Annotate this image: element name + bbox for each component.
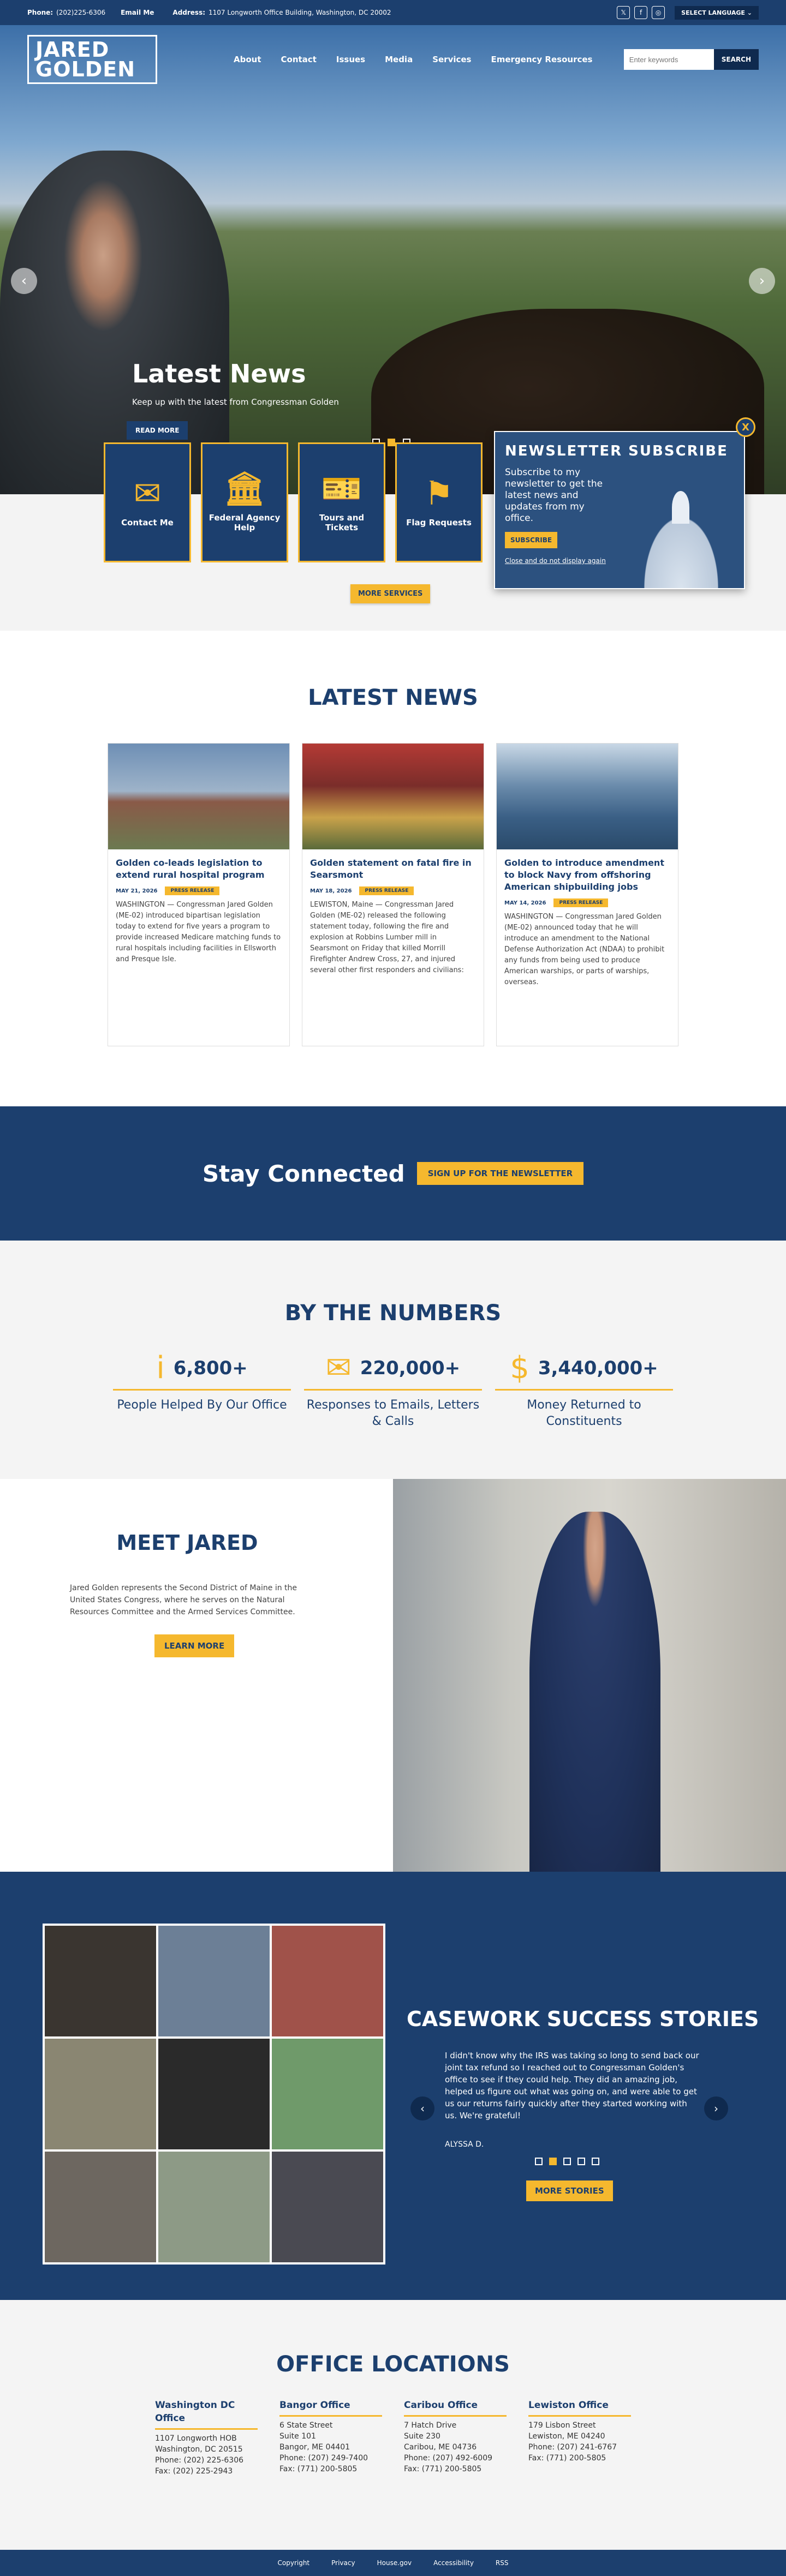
stat-label: Money Returned to Constituents xyxy=(527,1398,641,1428)
building-icon: 🏛 xyxy=(223,470,266,508)
ticket-icon: 🎫 xyxy=(321,470,362,508)
offices-heading: OFFICE LOCATIONS xyxy=(276,2352,510,2377)
subscribe-button[interactable]: SUBSCRIBE xyxy=(505,532,557,548)
nav-item-media[interactable]: Media xyxy=(385,55,413,64)
office-address-line: Fax: (771) 200-5805 xyxy=(279,2465,358,2473)
news-card-body xyxy=(497,849,678,996)
footer-link-accessibility[interactable]: Accessibility xyxy=(433,2559,474,2567)
testimonial-author: ALYSSA D. xyxy=(445,2140,484,2149)
office-address-line: Fax: (771) 200-5805 xyxy=(404,2465,482,2473)
casework-next-arrow[interactable]: › xyxy=(704,2096,728,2120)
top-bar xyxy=(0,0,786,25)
news-card-date: MAY 14, 2026 xyxy=(504,900,546,906)
service-label: Flag Requests xyxy=(406,518,472,528)
hero-slider xyxy=(0,25,786,494)
capitol-dome-image xyxy=(624,479,739,588)
casework-dots xyxy=(535,2158,599,2165)
office-address-line: Caribou, ME 04736 xyxy=(404,2443,477,2452)
language-select[interactable]: SELECT LANGUAGE ⌄ xyxy=(675,6,759,20)
stat-block xyxy=(495,1350,673,1430)
info-icon: i xyxy=(156,1350,165,1386)
office-address-line: Fax: (202) 225-2943 xyxy=(155,2467,233,2476)
office-address-line: Fax: (771) 200-5805 xyxy=(528,2454,606,2463)
phone-info[interactable]: Phone: (202)225-6306 xyxy=(27,9,106,16)
press-release-badge: PRESS RELEASE xyxy=(553,898,608,907)
office-lewiston-office xyxy=(528,2399,631,2477)
press-release-badge: PRESS RELEASE xyxy=(359,886,414,895)
hero-next-arrow[interactable]: › xyxy=(749,268,775,294)
news-card-image[interactable] xyxy=(302,744,484,849)
casework-dot[interactable] xyxy=(592,2158,599,2165)
office-address-line: 1107 Longworth HOB xyxy=(155,2434,237,2443)
main-nav xyxy=(27,35,759,84)
news-card[interactable] xyxy=(496,743,678,1046)
hero-title: Latest News xyxy=(132,359,306,388)
footer xyxy=(0,2550,786,2576)
news-card-meta xyxy=(116,886,282,895)
facebook-icon[interactable]: f xyxy=(634,6,647,19)
constituent-photo-collage xyxy=(43,1924,385,2265)
search-input[interactable] xyxy=(624,49,714,70)
stat-label: People Helped By Our Office xyxy=(117,1398,287,1412)
office-address-line: Phone: (202) 225-6306 xyxy=(155,2456,244,2465)
casework-dot[interactable] xyxy=(563,2158,571,2165)
x-twitter-icon[interactable]: 𝕏 xyxy=(617,6,630,19)
service-label: Contact Me xyxy=(121,518,174,528)
nav-item-contact[interactable]: Contact xyxy=(281,55,317,64)
nav-item-services[interactable]: Services xyxy=(432,55,472,64)
news-card-body xyxy=(302,849,484,984)
site-logo[interactable]: JARED GOLDEN xyxy=(27,35,157,84)
hero-subtitle: Keep up with the latest from Congressman Golden xyxy=(132,397,339,407)
numbers-heading: BY THE NUMBERS xyxy=(284,1301,502,1326)
service-label: Tours and Tickets xyxy=(319,513,365,532)
casework-dot[interactable] xyxy=(577,2158,585,2165)
stat-value: 3,440,000+ xyxy=(538,1357,658,1379)
stay-connected-title: Stay Connected xyxy=(202,1160,405,1187)
address-info: Address: 1107 Longworth Office Building, Washington, DC 20002 xyxy=(172,9,391,16)
nav-item-about[interactable]: About xyxy=(234,55,261,64)
office-name: Lewiston Office xyxy=(528,2399,631,2417)
footer-link-copyright[interactable]: Copyright xyxy=(277,2559,310,2567)
popup-title: NEWSLETTER SUBSCRIBE xyxy=(505,443,728,459)
office-address-line: 7 Hatch Drive xyxy=(404,2421,457,2430)
popup-text: Subscribe to my newsletter to get the latest news and updates from my office. xyxy=(505,467,603,524)
service-tile-federal-agency-help[interactable] xyxy=(201,442,288,562)
footer-link-privacy[interactable]: Privacy xyxy=(331,2559,355,2567)
meet-bio: Jared Golden represents the Second District of Maine in the United States Congress, where he serves on the Natural Resources Committee and the Armed Services Committee. xyxy=(70,1584,297,1616)
news-card-date: MAY 21, 2026 xyxy=(116,888,158,894)
news-card-image[interactable] xyxy=(497,744,678,849)
office-address-line: Phone: (207) 241-6767 xyxy=(528,2443,617,2452)
news-card-title[interactable]: Golden to introduce amendment to block Navy from offshoring American shipbuilding jobs xyxy=(504,858,664,892)
office-address-line: Phone: (207) 492-6009 xyxy=(404,2454,493,2463)
office-address-line: Washington, DC 20515 xyxy=(155,2445,243,2454)
press-release-badge: PRESS RELEASE xyxy=(165,886,219,895)
office-name: Washington DC Office xyxy=(155,2399,258,2430)
stat-value: 6,800+ xyxy=(173,1357,248,1379)
news-card-body xyxy=(108,849,289,973)
office-address-line: Lewiston, ME 04240 xyxy=(528,2432,605,2441)
nav-item-emergency-resources[interactable]: Emergency Resources xyxy=(491,55,593,64)
instagram-icon[interactable]: ◎ xyxy=(652,6,665,19)
stat-block xyxy=(304,1350,482,1430)
hero-prev-arrow[interactable]: ‹ xyxy=(11,268,37,294)
news-card-meta xyxy=(310,886,476,895)
testimonial-quote: I didn't know why the IRS was taking so long to send back our joint tax refund so I reached out to Congressman Golden's office to see if they could help. They did an amazing job, helped us figure out what was going on, and were able to get us our returns fairly quickly after they started working with us. We're grateful! xyxy=(445,2051,699,2120)
service-tile-contact-me[interactable] xyxy=(104,442,191,562)
email-link[interactable]: Email Me xyxy=(121,9,154,16)
office-address-line: 179 Lisbon Street xyxy=(528,2421,596,2430)
news-card-excerpt: LEWISTON, Maine — Congressman Jared Golden (ME-02) released the following statement today, following the fire and explosion at Robbins Lumber mill in Searsmont on Friday that killed Morrill Firefighter Andrew Cross, 27, and injured several other first responders and civilians: xyxy=(310,901,464,974)
office-locations-section xyxy=(0,2300,786,2550)
learn-more-button[interactable]: LEARN MORE xyxy=(154,1634,234,1657)
meet-jared-section xyxy=(0,1479,786,1872)
news-heading: LATEST NEWS xyxy=(308,685,478,710)
news-card[interactable] xyxy=(302,743,484,1046)
office-name: Caribou Office xyxy=(404,2399,507,2417)
meet-heading: MEET JARED xyxy=(116,1531,258,1555)
flag-icon: ⚑ xyxy=(424,475,454,513)
stat-top xyxy=(304,1350,482,1391)
popup-close-button[interactable]: X xyxy=(736,417,755,437)
envelope-icon: ✉ xyxy=(325,1350,352,1386)
service-label: Federal Agency Help xyxy=(209,513,281,532)
nav-item-issues[interactable]: Issues xyxy=(336,55,366,64)
nav-menu xyxy=(234,55,624,64)
casework-section xyxy=(0,1872,786,2300)
footer-link-house-gov[interactable]: House.gov xyxy=(377,2559,412,2567)
by-the-numbers-section xyxy=(0,1241,786,1479)
office-name: Bangor Office xyxy=(279,2399,382,2417)
stat-value: 220,000+ xyxy=(360,1357,461,1379)
news-card-title[interactable]: Golden co-leads legislation to extend rural hospital program xyxy=(116,858,265,880)
news-card-meta xyxy=(504,898,670,907)
office-address-line: Bangor, ME 04401 xyxy=(279,2443,350,2452)
office-caribou-office xyxy=(404,2399,507,2477)
footer-link-rss[interactable]: RSS xyxy=(495,2559,509,2567)
office-address-line: 6 State Street xyxy=(279,2421,333,2430)
news-card-title[interactable]: Golden statement on fatal fire in Searsmont xyxy=(310,858,472,880)
more-services-button[interactable]: MORE SERVICES xyxy=(350,584,430,603)
stat-label: Responses to Emails, Letters & Calls xyxy=(306,1398,480,1428)
newsletter-popup xyxy=(494,431,745,589)
casework-prev-arrow[interactable]: ‹ xyxy=(410,2096,434,2120)
office-bangor-office xyxy=(279,2399,382,2477)
casework-heading: CASEWORK SUCCESS STORIES xyxy=(407,2007,759,2031)
news-card-date: MAY 18, 2026 xyxy=(310,888,352,894)
casework-dot[interactable] xyxy=(549,2158,557,2165)
newsletter-signup-button[interactable]: SIGN UP FOR THE NEWSLETTER xyxy=(417,1162,583,1185)
search-form xyxy=(624,49,759,70)
office-washington-dc-office xyxy=(155,2399,258,2477)
envelope-icon: ✉ xyxy=(133,475,162,513)
service-tile-tours-and-tickets[interactable] xyxy=(298,442,385,562)
stay-connected-banner xyxy=(0,1106,786,1241)
latest-news-section xyxy=(0,631,786,1106)
dollar-icon: $ xyxy=(510,1350,529,1386)
service-tile-flag-requests[interactable] xyxy=(395,442,483,562)
news-card-excerpt: WASHINGTON — Congressman Jared Golden (ME-02) introduced bipartisan legislation today to extend for five years a program to provide increased Medicare matching funds to rural hospitals including facilities in Ellsworth and Presque Isle. xyxy=(116,901,281,963)
search-button[interactable]: SEARCH xyxy=(714,49,759,70)
jared-photo xyxy=(393,1479,786,1872)
office-address-line: Suite 230 xyxy=(404,2432,440,2441)
stat-top xyxy=(113,1350,291,1391)
read-more-button[interactable]: READ MORE xyxy=(127,421,188,440)
dismiss-link[interactable]: Close and do not display again xyxy=(505,557,606,565)
news-card-excerpt: WASHINGTON — Congressman Jared Golden (ME-02) announced today that he will introduce an amendment to the National Defense Authorization Act (NDAA) to prohibit any funds from being used to produce American warships, or parts of warships, overseas. xyxy=(504,913,665,986)
stat-block xyxy=(113,1350,291,1430)
more-stories-button[interactable]: MORE STORIES xyxy=(526,2180,613,2201)
stat-top xyxy=(495,1350,673,1391)
news-card-image[interactable] xyxy=(108,744,289,849)
office-address-line: Suite 101 xyxy=(279,2432,316,2441)
news-card[interactable] xyxy=(108,743,290,1046)
office-address-line: Phone: (207) 249-7400 xyxy=(279,2454,368,2463)
casework-dot[interactable] xyxy=(535,2158,543,2165)
